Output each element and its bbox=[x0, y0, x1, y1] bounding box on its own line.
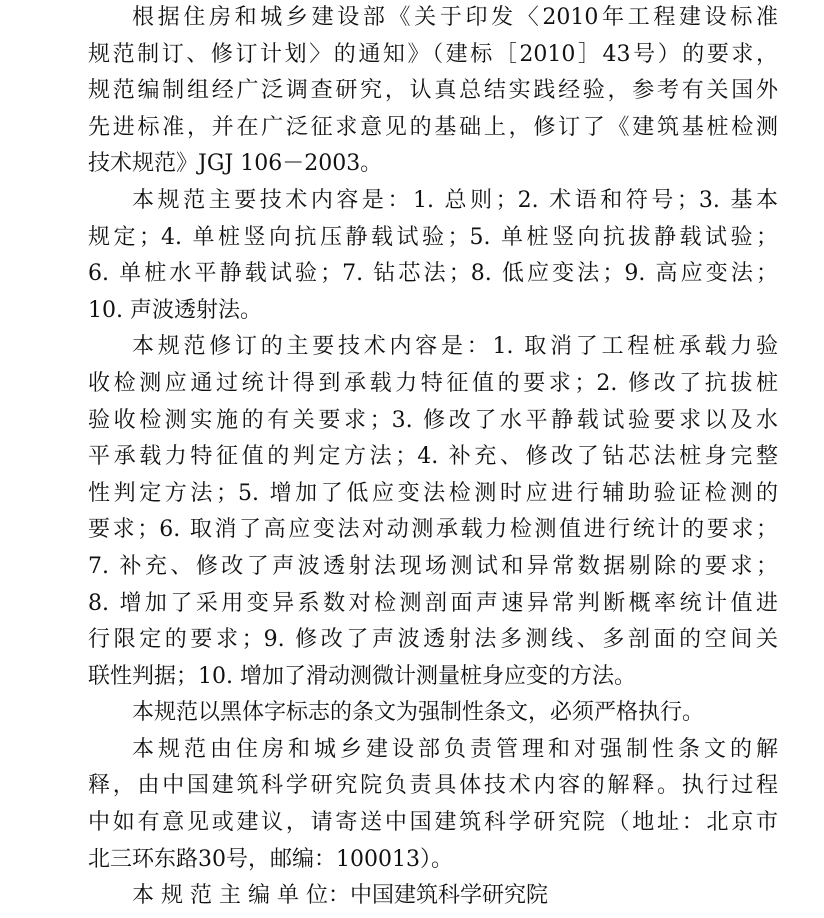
text-line: 6. 单桩水平静载试验；7. 钻芯法；8. 低应变法；9. 高应变法； bbox=[88, 261, 778, 287]
text-line: 8. 增加了采用变异系数对检测剖面声速异常判断概率统计值进 bbox=[88, 590, 778, 616]
text-line: 平承载力特征值的判定方法；4. 补充、修改了钻芯法桩身完整 bbox=[88, 444, 778, 470]
text-line: 验收检测实施的有关要求；3. 修改了水平静载试验要求以及水 bbox=[88, 407, 778, 433]
text-line: 7. 补充、修改了声波透射法现场测试和异常数据剔除的要求； bbox=[88, 553, 778, 579]
text-line: 规范制订、修订计划〉的通知》（建标［2010］43号）的要求， bbox=[88, 41, 778, 67]
text-line: 收检测应通过统计得到承载力特征值的要求；2. 修改了抗拔桩 bbox=[88, 370, 778, 396]
text-line: 规定；4. 单桩竖向抗压静载试验；5. 单桩竖向抗拔静载试验； bbox=[88, 224, 778, 250]
text-line: 本规范修订的主要技术内容是：1. 取消了工程桩承载力验 bbox=[132, 334, 778, 360]
text-line: 本 规 范 主 编 单 位：中国建筑科学研究院 bbox=[132, 883, 548, 909]
text-line: 北三环东路30号，邮编：100013）。 bbox=[88, 846, 453, 872]
text-line: 10. 声波透射法。 bbox=[88, 297, 262, 323]
document-body bbox=[88, 0, 778, 915]
text-line: 中如有意见或建议，请寄送中国建筑科学研究院（地址：北京市 bbox=[88, 810, 778, 836]
text-line: 先进标准，并在广泛征求意见的基础上，修订了《建筑基桩检测 bbox=[88, 114, 778, 140]
text-line: 释，由中国建筑科学研究院负责具体技术内容的解释。执行过程 bbox=[88, 773, 778, 799]
text-line: 技术规范》JGJ 106－2003。 bbox=[88, 151, 383, 177]
text-line: 本规范由住房和城乡建设部负责管理和对强制性条文的解 bbox=[132, 736, 778, 762]
text-line: 本规范以黑体字标志的条文为强制性条文，必须严格执行。 bbox=[132, 700, 705, 726]
text-line: 行限定的要求；9. 修改了声波透射法多测线、多剖面的空间关 bbox=[88, 627, 778, 653]
text-line: 本规范主要技术内容是：1. 总则；2. 术语和符号；3. 基本 bbox=[132, 187, 778, 213]
text-line: 根据住房和城乡建设部《关于印发〈2010年工程建设标准 bbox=[132, 5, 778, 30]
text-line: 联性判据；10. 增加了滑动测微计测量桩身应变的方法。 bbox=[88, 663, 636, 689]
text-line: 要求；6. 取消了高应变法对动测承载力检测值进行统计的要求； bbox=[88, 517, 778, 543]
text-line: 性判定方法；5. 增加了低应变法检测时应进行辅助验证检测的 bbox=[88, 480, 778, 506]
text-line: 规范编制组经广泛调查研究，认真总结实践经验，参考有关国外 bbox=[88, 78, 778, 104]
